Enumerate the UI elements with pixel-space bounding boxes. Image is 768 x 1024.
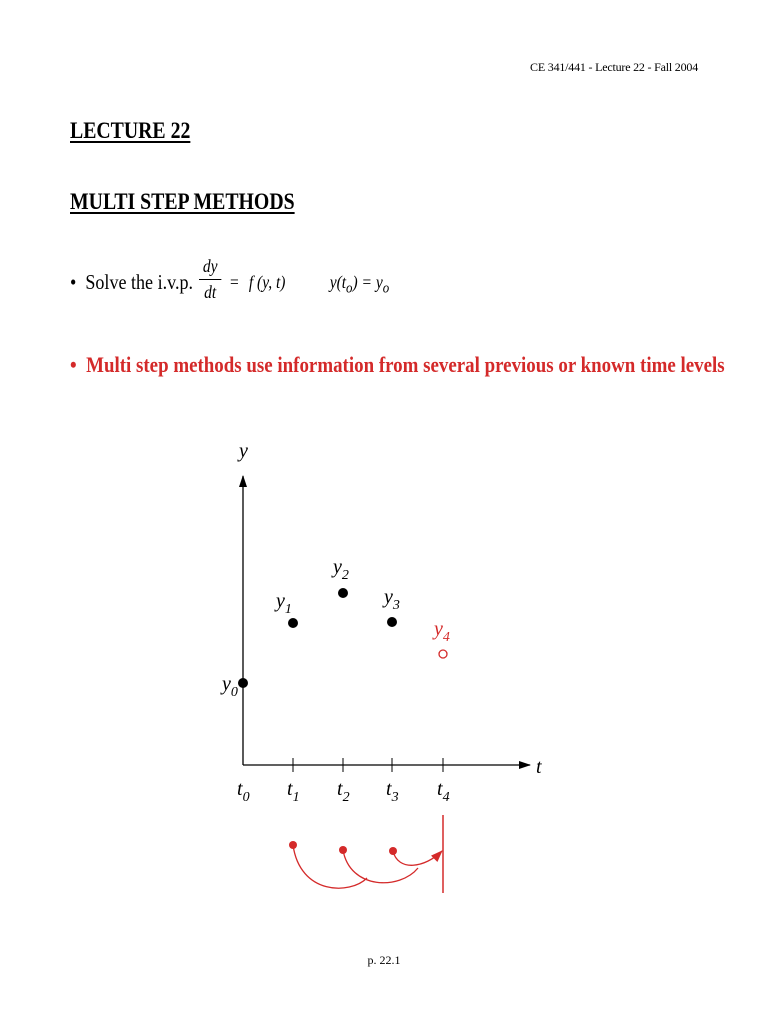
- known-data-point: [288, 618, 298, 628]
- equals-sign: =: [229, 272, 239, 292]
- page-number: p. 22.1: [367, 953, 401, 967]
- lecture-title: LECTURE 22: [70, 118, 191, 143]
- point-group: [220, 556, 450, 700]
- page-header: CE 341/441 - Lecture 22 - Fall 2004: [530, 60, 698, 74]
- x-tick-label: $t_2$: [337, 778, 350, 805]
- point-label: $y_3$: [384, 586, 400, 613]
- point-label: $y_2$: [333, 556, 349, 583]
- point-label: $y_4$: [434, 618, 450, 645]
- known-data-point: [387, 617, 397, 627]
- unknown-data-point: [439, 650, 447, 658]
- known-data-point: [238, 678, 248, 688]
- equation-rhs: f (y, t): [248, 272, 286, 292]
- fraction-denominator: dt: [204, 282, 217, 302]
- arrow-curve-3: [393, 851, 442, 865]
- x-tick-label: $t_4$: [437, 778, 450, 805]
- initial-condition: $y(t_o) = y_o$: [329, 272, 390, 297]
- point-label: $y_1$: [276, 590, 292, 617]
- multistep-bullet: • Multi step methods use information from several previous or known time levels: [70, 352, 725, 377]
- known-data-point: [338, 588, 348, 598]
- ivp-bullet-text: • Solve the i.v.p.: [70, 270, 194, 294]
- x-tick-label: $t_1$: [287, 778, 300, 805]
- arrow-curve-2: [343, 850, 418, 883]
- y-axis-label: y: [239, 440, 248, 462]
- x-axis-label: t: [536, 756, 542, 778]
- arrow-curve-1: [293, 845, 367, 888]
- step-arrows: [289, 815, 443, 893]
- section-heading: MULTI STEP METHODS: [70, 189, 295, 214]
- fraction-numerator: dy: [202, 256, 218, 276]
- point-label: $y_0$: [222, 673, 238, 700]
- x-tick-label: $t_0$: [237, 778, 250, 805]
- x-tick-label: $t_3$: [386, 778, 399, 805]
